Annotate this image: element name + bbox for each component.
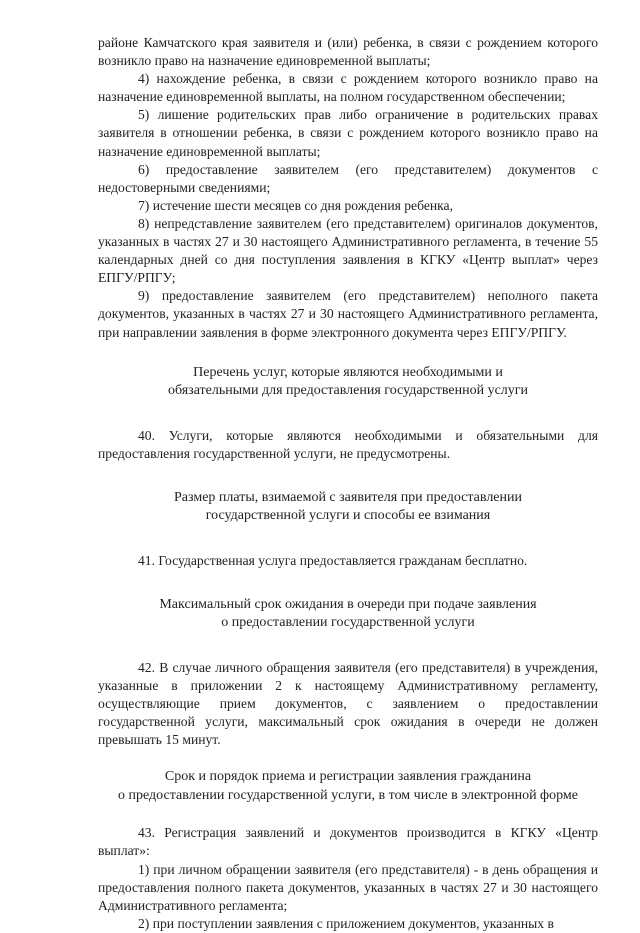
section-heading-services-line-1: Перечень услуг, которые являются необходимыми и xyxy=(193,364,503,380)
spacer xyxy=(98,749,598,768)
spacer xyxy=(98,633,598,659)
spacer xyxy=(98,401,598,427)
section-heading-services-line-2: обязательными для предоставления государственной услуги xyxy=(167,383,529,399)
list-item-8: 8) непредставление заявителем (его представителем) оригиналов документов, указанных в частях 27 и 30 настоящего Административного регламента, в течение 55 календарных дней со дня поступления заявления в КГКУ «Центр выплат» через ЕПГУ/РПГУ; xyxy=(98,215,598,286)
spacer xyxy=(98,805,598,824)
paragraph-43: 43. Регистрация заявлений и документов производится в КГКУ «Центр выплат»: xyxy=(98,825,598,859)
paragraph-42: 42. В случае личного обращения заявителя (его представителя) в учреждения, указанные в приложении 2 к настоящему Административному регламенту, осуществляющие прием документов, с заявлением о предоставлении государственной услуги, максимальный срок ожидания в очереди не должен превышать 15 минут. xyxy=(98,659,598,748)
spacer xyxy=(98,342,598,364)
spacer xyxy=(98,570,598,596)
list-item-6: 6) предоставление заявителем (его представителем) документов с недостоверными сведениями; xyxy=(98,161,598,195)
section-heading-fee-line-2: государственной услуги и способы ее взимания xyxy=(205,508,491,524)
section-heading-queue-line-2: о предоставлении государственной услуги xyxy=(221,615,475,631)
document-page xyxy=(98,34,598,933)
list-item-4: 4) нахождение ребенка, в связи с рождением которого возникло право на назначение единовременной выплаты, на полном государственном обеспечении; xyxy=(98,71,598,105)
paragraph-41: 41. Государственная услуга предоставляется гражданам бесплатно. xyxy=(138,552,528,568)
list-item-5: 5) лишение родительских прав либо ограничение в родительских правах заявителя в отношении ребенка, в связи с рождением которого возникло право на назначение единовременной выплаты; xyxy=(98,107,598,159)
paragraph-43-item-2: 2) при поступлении заявления с приложением документов, указанных в xyxy=(138,915,554,931)
spacer xyxy=(98,463,598,489)
spacer xyxy=(98,526,598,552)
section-heading-registration-line-1: Срок и порядок приема и регистрации заявления гражданина xyxy=(164,769,532,785)
section-heading-queue-line-1: Максимальный срок ожидания в очереди при подаче заявления xyxy=(159,596,537,612)
list-item-9: 9) предоставление заявителем (его представителем) неполного пакета документов, указанных в частях 27 и 30 настоящего Административного регламента, при направлении заявления в форме электронного документа через ЕПГУ/РПГУ. xyxy=(98,288,598,340)
paragraph-40: 40. Услуги, которые являются необходимыми и обязательными для предоставления государственной услуги, не предусмотрены. xyxy=(98,427,598,461)
section-heading-fee-line-1: Размер платы, взимаемой с заявителя при предоставлении xyxy=(174,489,522,505)
paragraph-43-item-1: 1) при личном обращении заявителя (его представителя) - в день обращения и предоставления полного пакета документов, указанных в частях 27 и 30 настоящего Административного регламента; xyxy=(98,861,598,913)
paragraph-continuation: районе Камчатского края заявителя и (или) ребенка, в связи с рождением которого возникло право на назначение единовременной выплаты; xyxy=(98,35,598,69)
list-item-7: 7) истечение шести месяцев со дня рождения ребенка, xyxy=(138,197,453,213)
section-heading-registration-line-2: о предоставлении государственной услуги, в том числе в электронной форме xyxy=(118,787,578,803)
